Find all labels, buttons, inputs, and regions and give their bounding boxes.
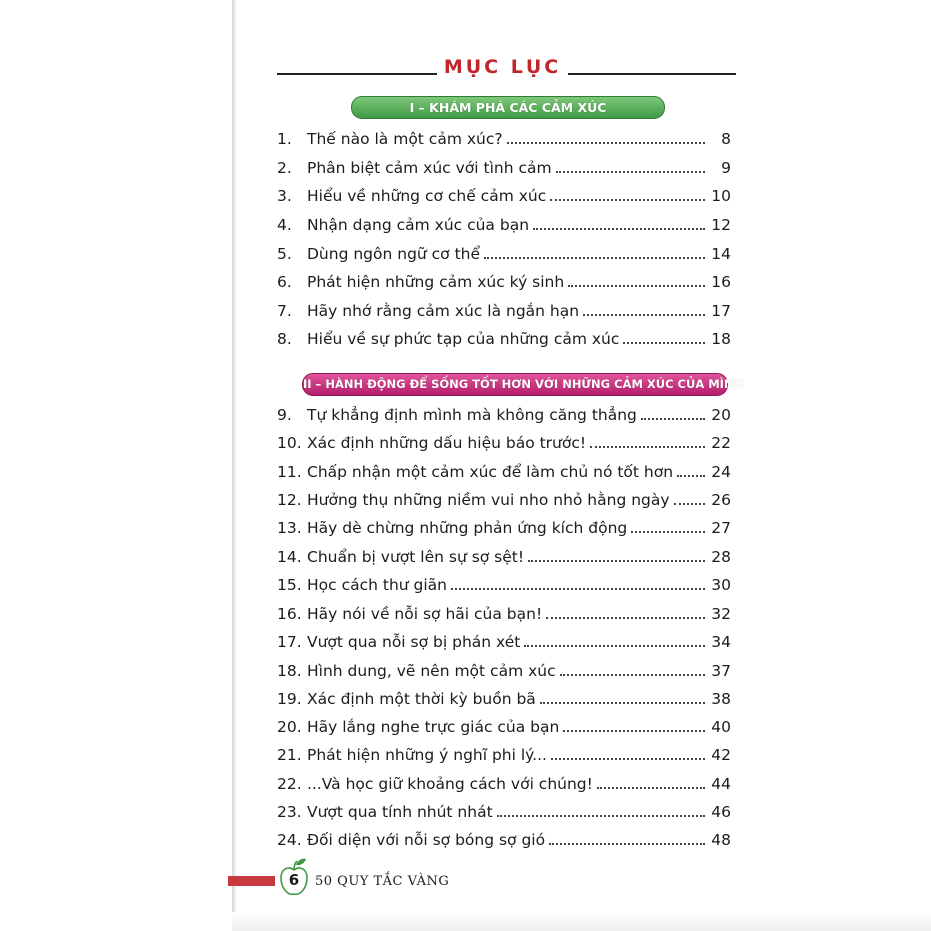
- toc-entry-page: 34: [711, 633, 731, 651]
- toc-entry-number: 17.: [277, 633, 302, 651]
- toc-entry: [277, 242, 731, 266]
- toc-entry: [277, 184, 731, 208]
- toc-entry-page: 30: [711, 576, 731, 594]
- toc-entry-page: 10: [711, 187, 731, 205]
- book-spine: [232, 0, 236, 931]
- toc-entry: [277, 213, 731, 237]
- toc-dot-leader: [524, 645, 705, 647]
- toc-entry-label: Chuẩn bị vượt lên sự sợ sệt!: [307, 548, 525, 566]
- toc-entry-label: Hiểu về sự phức tạp của những cảm xúc: [307, 330, 620, 348]
- toc-entry-number: 5.: [277, 245, 292, 263]
- toc-entry-page: 26: [711, 491, 731, 509]
- toc-entry-number: 2.: [277, 159, 292, 177]
- toc-entry: [277, 460, 731, 484]
- toc-dot-leader: [563, 730, 705, 732]
- toc-entry-number: 12.: [277, 491, 302, 509]
- toc-dot-leader: [507, 142, 705, 144]
- toc-entry-label: Hình dung, vẽ nên một cảm xúc: [307, 662, 556, 680]
- toc-entry-page: 40: [711, 718, 731, 736]
- toc-entry-label: Hãy nói về nỗi sợ hãi của bạn!: [307, 605, 543, 623]
- section-2-heading: II – HÀNH ĐỘNG ĐỂ SỐNG TỐT HƠN VỚI NHỮNG CẢM XÚC CỦA MÌNH: [302, 373, 728, 396]
- toc-dot-leader: [497, 815, 705, 817]
- footer-page-number: 6: [288, 871, 300, 889]
- toc-dot-leader: [549, 843, 705, 845]
- title-rule-left: [277, 73, 437, 75]
- toc-entry: [277, 270, 731, 294]
- toc-entry: [277, 431, 731, 455]
- toc-entry-page: 16: [711, 273, 731, 291]
- toc-dot-leader: [546, 617, 705, 619]
- toc-entry-number: 10.: [277, 434, 302, 452]
- toc-entry-page: 14: [711, 245, 731, 263]
- toc-entry-number: 6.: [277, 273, 292, 291]
- toc-entry-label: Phát hiện những cảm xúc ký sinh: [307, 273, 565, 291]
- toc-dot-leader: [560, 674, 705, 676]
- toc-dot-leader: [550, 199, 705, 201]
- toc-entry-number: 24.: [277, 831, 302, 849]
- toc-entry: [277, 630, 731, 654]
- toc-entry: [277, 127, 731, 151]
- toc-dot-leader: [528, 560, 705, 562]
- toc-entry-page: 9: [721, 159, 731, 177]
- toc-entry-label: Hưởng thụ những niềm vui nho nhỏ hằng ngày: [307, 491, 670, 509]
- toc-dot-leader: [597, 787, 705, 789]
- section-1-heading: I – KHÁM PHÁ CÁC CẢM XÚC: [351, 96, 665, 119]
- toc-entry: [277, 715, 731, 739]
- toc-entry-number: 23.: [277, 803, 302, 821]
- title-rule-right: [568, 73, 736, 75]
- page-title: MỤC LỤC: [443, 56, 562, 78]
- toc-entry-number: 19.: [277, 690, 302, 708]
- toc-entry-number: 7.: [277, 302, 292, 320]
- toc-entry: [277, 573, 731, 597]
- toc-entry-number: 8.: [277, 330, 292, 348]
- toc-dot-leader: [451, 588, 705, 590]
- toc-dot-leader: [551, 758, 705, 760]
- toc-dot-leader: [484, 257, 705, 259]
- toc-entry-label: Học cách thư giãn: [307, 576, 447, 594]
- toc-entry: [277, 602, 731, 626]
- toc-entry-label: Hãy dè chừng những phản ứng kích động: [307, 519, 628, 537]
- toc-entry-page: 42: [711, 746, 731, 764]
- toc-dot-leader: [583, 314, 705, 316]
- toc-entry-page: 12: [711, 216, 731, 234]
- toc-entry-label: Đối diện với nỗi sợ bóng sợ gió: [307, 831, 546, 849]
- toc-entry: [277, 743, 731, 767]
- toc-entry-label: ...Và học giữ khoảng cách với chúng!: [307, 775, 593, 793]
- toc-entry: [277, 800, 731, 824]
- toc-dot-leader: [631, 531, 705, 533]
- toc-entry-number: 22.: [277, 775, 302, 793]
- toc-entry-number: 13.: [277, 519, 302, 537]
- toc-dot-leader: [590, 446, 705, 448]
- toc-entry-label: Vượt qua nỗi sợ bị phán xét: [307, 633, 521, 651]
- toc-entry-label: Dùng ngôn ngữ cơ thể: [307, 245, 481, 263]
- toc-entry: [277, 828, 731, 852]
- toc-dot-leader: [556, 171, 705, 173]
- toc-entry-number: 4.: [277, 216, 292, 234]
- toc-dot-leader: [568, 285, 705, 287]
- footer-accent-bar: [228, 876, 275, 886]
- toc-entry-number: 20.: [277, 718, 302, 736]
- toc-entry-number: 16.: [277, 605, 302, 623]
- toc-entry-page: 27: [711, 519, 731, 537]
- toc-entry-page: 48: [711, 831, 731, 849]
- toc-entry-page: 28: [711, 548, 731, 566]
- toc-dot-leader: [674, 503, 705, 505]
- toc-entry-page: 32: [711, 605, 731, 623]
- toc-entry-page: 24: [711, 463, 731, 481]
- toc-entry: [277, 156, 731, 180]
- toc-dot-leader: [533, 228, 705, 230]
- toc-entry-number: 15.: [277, 576, 302, 594]
- toc-dot-leader: [623, 342, 705, 344]
- toc-entry-label: Hiểu về những cơ chế cảm xúc: [307, 187, 547, 205]
- toc-entry-label: Nhận dạng cảm xúc của bạn: [307, 216, 530, 234]
- toc-entry-page: 44: [711, 775, 731, 793]
- toc-entry-page: 22: [711, 434, 731, 452]
- toc-dot-leader: [641, 418, 705, 420]
- toc-entry: [277, 403, 731, 427]
- toc-entry-label: Phát hiện những ý nghĩ phi lý...: [307, 746, 547, 764]
- toc-entry: [277, 659, 731, 683]
- toc-entry-number: 9.: [277, 406, 292, 424]
- toc-entry-number: 1.: [277, 130, 292, 148]
- toc-entry-page: 38: [711, 690, 731, 708]
- toc-entry-number: 11.: [277, 463, 302, 481]
- toc-entry-label: Chấp nhận một cảm xúc để làm chủ nó tốt hơn: [307, 463, 674, 481]
- toc-entry-page: 37: [711, 662, 731, 680]
- footer-book-title: 50 QUY TẮC VÀNG: [315, 874, 450, 889]
- toc-entry-label: Vượt qua tính nhút nhát: [307, 803, 493, 821]
- toc-entry-page: 18: [711, 330, 731, 348]
- toc-entry: [277, 545, 731, 569]
- toc-dot-leader: [677, 475, 705, 477]
- toc-dot-leader: [540, 702, 705, 704]
- toc-entry-label: Xác định những dấu hiệu báo trước!: [307, 434, 587, 452]
- toc-entry: [277, 687, 731, 711]
- toc-entry-number: 21.: [277, 746, 302, 764]
- toc-entry: [277, 516, 731, 540]
- toc-title: [277, 56, 736, 80]
- toc-entry-label: Xác định một thời kỳ buồn bã: [307, 690, 536, 708]
- toc-entry-page: 20: [711, 406, 731, 424]
- page-bottom-shadow: [232, 912, 931, 931]
- toc-entry: [277, 327, 731, 351]
- toc-entry: [277, 772, 731, 796]
- toc-entry: [277, 299, 731, 323]
- toc-entry-page: 17: [711, 302, 731, 320]
- toc-entry-number: 18.: [277, 662, 302, 680]
- toc-entry-page: 46: [711, 803, 731, 821]
- toc-entry-label: Hãy lắng nghe trực giác của bạn: [307, 718, 560, 736]
- toc-entry-label: Hãy nhớ rằng cảm xúc là ngắn hạn: [307, 302, 580, 320]
- toc-entry-label: Thế nào là một cảm xúc?: [307, 130, 503, 148]
- toc-entry-label: Phân biệt cảm xúc với tình cảm: [307, 159, 552, 177]
- toc-entry-number: 14.: [277, 548, 302, 566]
- toc-entry-page: 8: [721, 130, 731, 148]
- toc-entry-number: 3.: [277, 187, 292, 205]
- toc-entry-label: Tự khẳng định mình mà không căng thẳng: [307, 406, 637, 424]
- toc-entry: [277, 488, 731, 512]
